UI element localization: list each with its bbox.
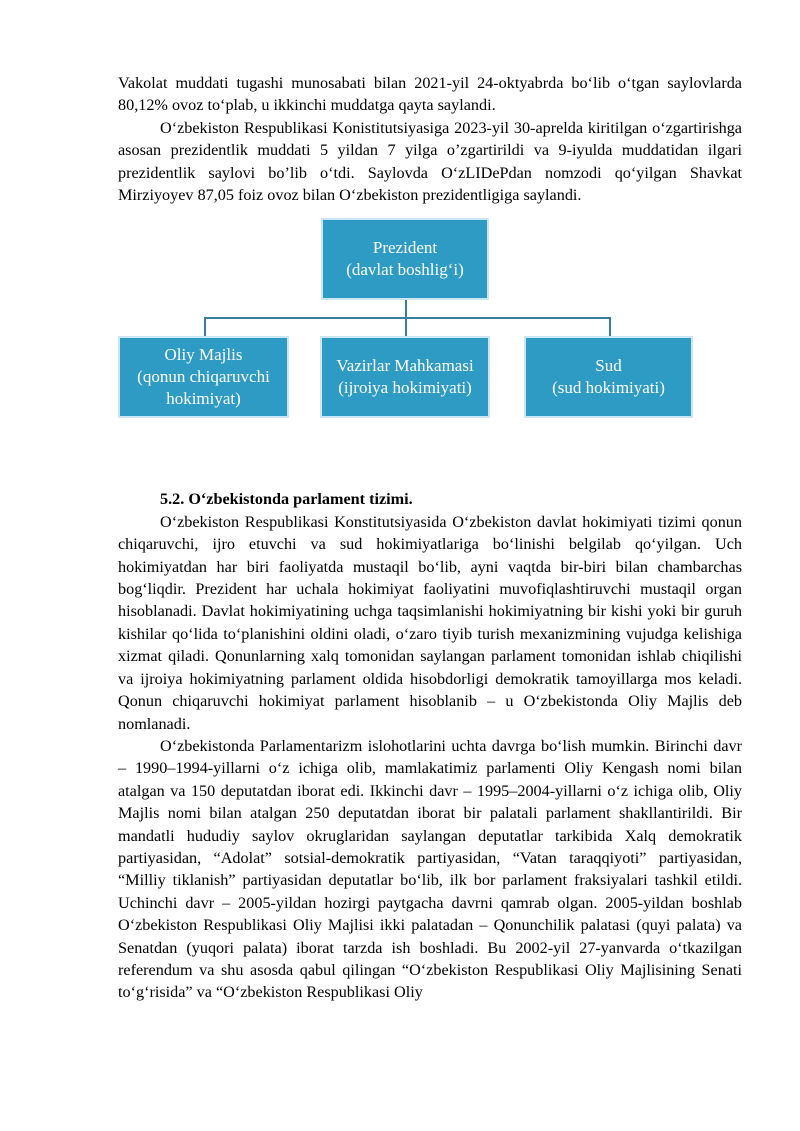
president-subtitle: (davlat boshlig‘i) (346, 260, 464, 280)
government-structure-diagram (118, 218, 742, 476)
connector-left (204, 317, 206, 336)
connector-right (609, 317, 611, 336)
sud-box (524, 336, 693, 418)
connector-middle (405, 317, 407, 336)
section-heading: 5.2. O‘zbekistonda parlament tizimi. (160, 490, 413, 509)
vazirlar-mahkamasi-subtitle: (ijroiya hokimiyati) (338, 378, 472, 398)
oliy-majlis-subtitle-2: hokimiyat) (166, 389, 241, 409)
vazirlar-mahkamasi-box (320, 336, 490, 418)
oliy-majlis-subtitle-1: (qonun chiqaruvchi (137, 367, 270, 387)
president-box (321, 218, 489, 300)
oliy-majlis-box (118, 336, 289, 418)
oliy-majlis-title: Oliy Majlis (164, 345, 243, 365)
sud-subtitle: (sud hokimiyati) (552, 378, 665, 398)
paragraph-separation-of-powers: O‘zbekiston Respublikasi Konstitutsiyasida O‘zbekiston davlat hokimiyati tizimi qonun chiqaruvchi, ijro etuvchi va sud hokimiyatlariga bo‘linishi belgilab qo‘yilgan. Uch hokimiyatdan har biri faoliyatda mustaqil bo‘lib, ayni vaqtda bir-biri bilan chambarchas bog‘liqdir. Prezident har uchala hokimiyat faoliyatini muvofiqlashtiruvchi mustaqil organ hisoblanadi. Davlat hokimiyatining uchga taqsimlanishi hokimiyatning bir kishi yoki bir guruh kishilar qo‘lida to‘planishini oldini oladi, o‘zaro tiyib turish mexanizmining vujudga kelishiga xizmat qiladi. Qonunlarning xalq tomonidan saylangan parlament tomonidan ishlab chiqilishi va ijroiya hokimiyatning parlament oldida hisobdorligi demokratik tamoyillarga mos keladi. Qonun chiqaruvchi hokimiyat parlament hisoblanib – u O‘zbekistonda Oliy Majlis deb nomlanadi. (118, 512, 742, 733)
connector-horizontal (204, 317, 610, 319)
vazirlar-mahkamasi-title: Vazirlar Mahkamasi (336, 356, 474, 376)
sud-title: Sud (595, 356, 622, 376)
paragraph-parliament-periods: O‘zbekistonda Parlamentarizm islohotlarini uchta davrga bo‘lish mumkin. Birinchi davr – 1990–1994-yillarni o‘z ichiga olib, mamlakatimiz parlamenti Oliy Kengash nomi bilan atalgan va 150 deputatdan iborat edi. Ikkinchi davr – 1995–2004-yillarni o‘z ichiga olib, Oliy Majlis nomi bilan atalgan 250 deputatdan iborat bir palatali parlament shakllantirildi. Bir mandatli hududiy saylov okruglaridan saylangan deputatlar tarkibida Xalq demokratik partiyasidan, “Adolat” sotsial-demokratik partiyasidan, “Vatan taraqqiyoti” partiyasidan, “Milliy tiklanish” partiyasidan deputatlar bo‘lib, ilk bor parlament fraksiyalari tashkil etildi. Uchinchi davr – 2005-yildan hozirgi paytgacha davrni qamrab olgan. 2005-yildan boshlab O‘zbekiston Respublikasi Oliy Majlisi ikki palatadan – Qonunchilik palatasi (quyi palata) va Senatdan (yuqori palata) iborat tarzda ish boshladi. Bu 2002-yil 27-yanvarda o‘tkazilgan referendum va shu asosda qabul qilingan “O‘zbekiston Respublikasi Oliy Majlisining Senati to‘g‘risida” va “O‘zbekiston Respublikasi Oliy (118, 736, 742, 1002)
president-title: Prezident (372, 238, 438, 258)
paragraph-election-2021: Vakolat muddati tugashi munosabati bilan 2021-yil 24-oktyabrda bo‘lib o‘tgan saylovlarda 80,12% ovoz to‘plab, u ikkinchi muddatga qayta saylandi. (118, 74, 742, 115)
document-page (118, 72, 742, 1004)
connector-vertical-main (405, 300, 407, 317)
paragraph-constitution-2023: O‘zbekiston Respublikasi Konistitutsiyasiga 2023-yil 30-aprelda kiritilgan o‘zgartirishga asosan prezidentlik muddati 5 yildan 7 yilga o’zgartirildi va 9-iyulda muddatidan ilgari prezidentlik saylovi bo’lib o‘tdi. Saylovda O‘zLIDePdan nomzodi qo‘yilgan Shavkat Mirziyoyev 87,05 foiz ovoz bilan O‘zbekiston prezidentligiga saylandi. (118, 118, 742, 205)
